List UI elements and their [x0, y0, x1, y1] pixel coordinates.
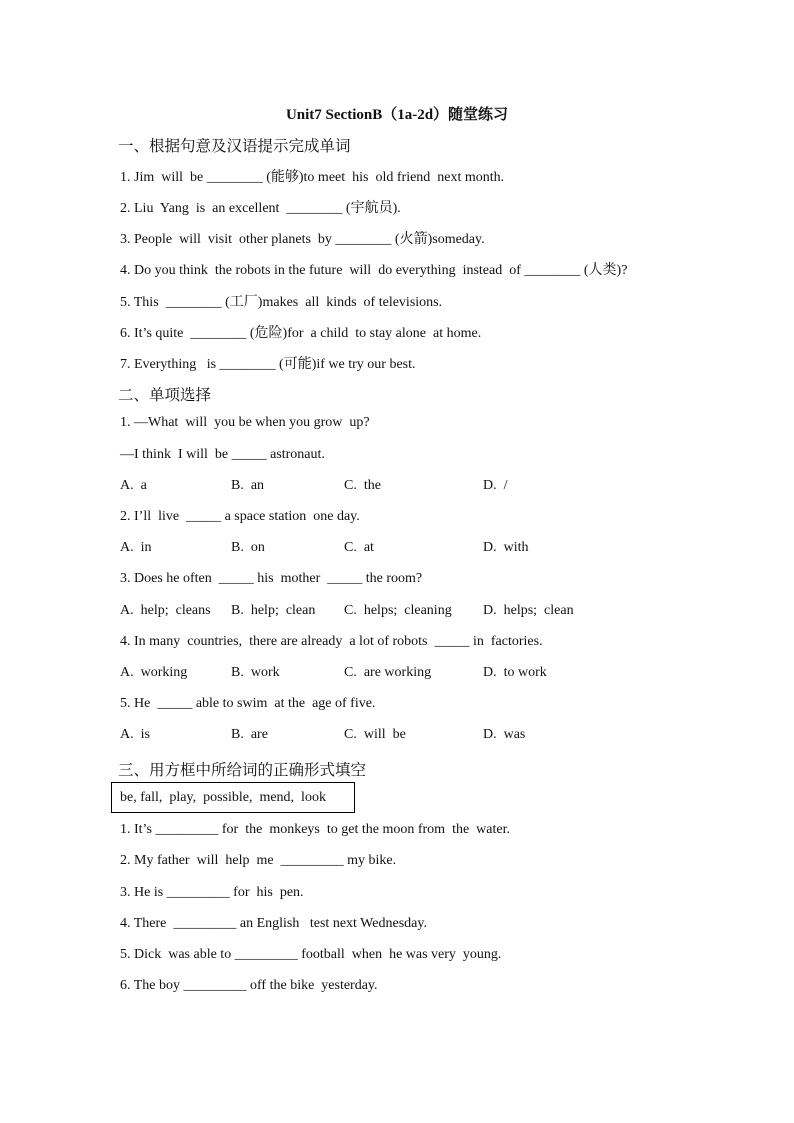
question-1-prompt: 1. —What will you be when you grow up?	[120, 415, 370, 430]
part3-item-1: 1. It’s _________ for the monkeys to get the moon from the water.	[120, 822, 510, 837]
section-2-heading: 二、单项选择	[118, 386, 212, 404]
question-5-option-b: B. are	[231, 727, 268, 742]
question-1-option-a: A. a	[120, 478, 147, 493]
question-1-option-b: B. an	[231, 478, 265, 493]
question-4-option-b: B. work	[231, 665, 280, 680]
part1-item-3: 3. People will visit other planets by ________ (火箭)someday.	[120, 232, 485, 247]
part1-item-1: 1. Jim will be ________ (能够)to meet his old friend next month.	[120, 170, 505, 185]
question-5-option-d: D. was	[483, 727, 526, 742]
part3-item-3: 3. He is _________ for his pen.	[120, 885, 304, 900]
question-2-option-a: A. in	[120, 540, 152, 555]
question-4-option-a: A. working	[120, 665, 188, 680]
question-5-prompt: 5. He _____ able to swim at the age of five.	[120, 696, 376, 711]
part3-item-6: 6. The boy _________ off the bike yesterday.	[120, 978, 378, 993]
part1-item-5: 5. This ________ (工厂)makes all kinds of televisions.	[120, 295, 443, 310]
part1-item-4: 4. Do you think the robots in the future will do everything instead of ________ (人类)?	[120, 263, 628, 278]
part1-item-2: 2. Liu Yang is an excellent ________ (宇航员).	[120, 201, 401, 216]
question-2-prompt: 2. I’ll live _____ a space station one day.	[120, 509, 360, 524]
section-3-heading: 三、用方框中所给词的正确形式填空	[118, 761, 367, 779]
worksheet-title: Unit7 SectionB（1a-2d）随堂练习	[285, 107, 509, 123]
question-3-option-b: B. help; clean	[231, 603, 316, 618]
question-5-option-a: A. is	[120, 727, 150, 742]
question-4-prompt: 4. In many countries, there are already a lot of robots _____ in factories.	[120, 634, 543, 649]
part3-item-5: 5. Dick was able to _________ football when he was very young.	[120, 947, 502, 962]
word-bank-box	[111, 782, 355, 813]
part1-item-7: 7. Everything is ________ (可能)if we try our best.	[120, 357, 416, 372]
question-1-option-c: C. the	[344, 478, 381, 493]
question-2-option-c: C. at	[344, 540, 374, 555]
question-2-option-b: B. on	[231, 540, 265, 555]
part1-item-6: 6. It’s quite ________ (危险)for a child to stay alone at home.	[120, 326, 482, 341]
section-1-heading: 一、根据句意及汉语提示完成单词	[118, 137, 351, 155]
question-4-option-c: C. are working	[344, 665, 432, 680]
word-bank-text: be, fall, play, possible, mend, look	[120, 790, 326, 805]
question-3-option-d: D. helps; clean	[483, 603, 574, 618]
question-5-option-c: C. will be	[344, 727, 406, 742]
question-1-option-d: D. /	[483, 478, 508, 493]
question-3-option-a: A. help; cleans	[120, 603, 211, 618]
question-1-prompt-line2: —I think I will be _____ astronaut.	[120, 447, 325, 462]
question-2-option-d: D. with	[483, 540, 529, 555]
part3-item-2: 2. My father will help me _________ my bike.	[120, 853, 397, 868]
part3-item-4: 4. There _________ an English test next Wednesday.	[120, 916, 427, 931]
question-3-option-c: C. helps; cleaning	[344, 603, 452, 618]
question-4-option-d: D. to work	[483, 665, 547, 680]
question-3-prompt: 3. Does he often _____ his mother _____ the room?	[120, 571, 423, 586]
